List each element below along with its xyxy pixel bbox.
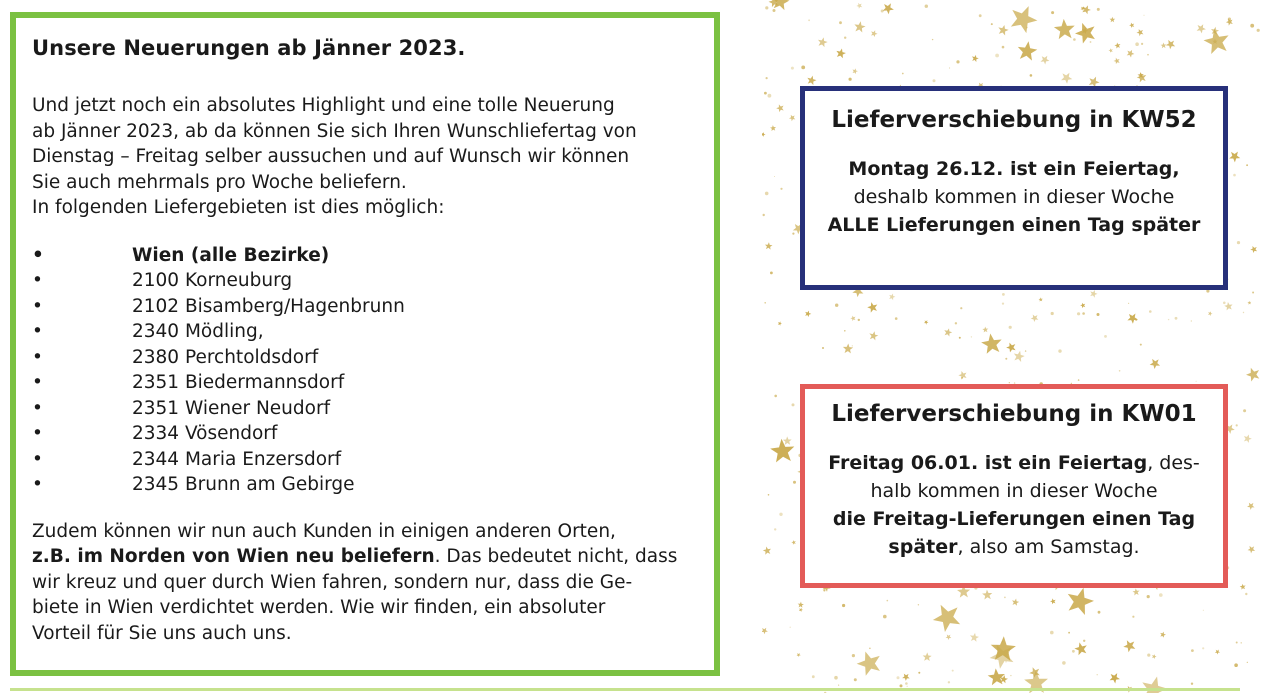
star-icon <box>980 332 1003 354</box>
glitter-dot <box>764 302 766 304</box>
glitter-dot <box>844 37 846 39</box>
glitter-dot <box>1234 663 1238 667</box>
glitter-dot <box>773 9 776 12</box>
star-icon <box>944 633 952 641</box>
glitter-dot <box>1104 335 1107 338</box>
glitter-dot <box>808 19 810 21</box>
glitter-dot <box>854 678 857 681</box>
glitter-dot <box>925 5 928 8</box>
glitter-dot <box>1168 319 1169 320</box>
glitter-dot <box>838 685 839 686</box>
star-icon <box>922 652 931 661</box>
glitter-dot <box>842 604 845 607</box>
star-icon <box>856 2 864 10</box>
star-icon <box>1126 311 1140 325</box>
star-icon <box>1113 57 1121 65</box>
star-icon <box>1039 53 1051 65</box>
glitter-dot <box>1132 616 1134 618</box>
glitter-dot <box>1191 320 1192 321</box>
glitter-dot <box>835 304 838 307</box>
list-item: • 2345 Brunn am Gebirge <box>32 472 698 498</box>
star-icon <box>870 29 879 38</box>
glitter-dot <box>823 589 825 591</box>
glitter-dot <box>1196 381 1197 382</box>
star-icon <box>1073 641 1088 656</box>
notice-kw01-shift: die Freitag-Lieferungen einen Tag <box>832 508 1196 530</box>
outro-line: biete in Wien verdichtet werden. Wie wir finden, ein absoluter <box>32 597 606 618</box>
glitter-dot <box>1002 303 1004 305</box>
glitter-dot <box>956 60 959 63</box>
notice-kw01 <box>800 384 1228 588</box>
star-icon <box>1125 48 1135 58</box>
star-icon <box>1089 289 1099 298</box>
star-background-area <box>762 0 1262 693</box>
notice-kw52-text: deshalb kommen in dieser Woche <box>853 186 1175 208</box>
star-icon <box>1239 583 1246 589</box>
star-icon <box>835 47 847 58</box>
glitter-dot <box>849 78 852 81</box>
star-icon <box>1148 356 1162 370</box>
glitter-dot <box>1002 641 1003 642</box>
star-icon <box>817 36 829 47</box>
glitter-dot <box>1140 344 1142 346</box>
notice-kw01-holiday: Freitag 06.01. ist ein Feiertag <box>828 452 1148 474</box>
star-icon <box>1029 313 1039 323</box>
star-icon <box>1214 648 1221 655</box>
star-icon <box>762 626 769 635</box>
outro-highlight: z.B. im Norden von Wien neu beliefern <box>32 546 435 567</box>
star-icon <box>798 607 803 612</box>
glitter-dot <box>1243 312 1244 313</box>
glitter-dot <box>764 92 767 95</box>
glitter-dot <box>1250 24 1254 28</box>
list-item: • 2340 Mödling, <box>32 319 698 345</box>
bottom-divider <box>10 688 1240 691</box>
glitter-dot <box>1097 674 1098 675</box>
glitter-dot <box>1223 302 1226 305</box>
intro-line: Und jetzt noch ein absolutes Highlight und eine tolle Neuerung <box>32 95 615 116</box>
glitter-dot <box>1175 317 1178 320</box>
glitter-dot <box>1147 54 1149 56</box>
notice-kw01-text: , also am Samstag. <box>957 536 1140 558</box>
list-item: • 2102 Bisamberg/Hagenbrunn <box>32 294 698 320</box>
glitter-dot <box>905 682 908 685</box>
glitter-dot <box>1147 654 1150 657</box>
list-item: • 2334 Vösendorf <box>32 421 698 447</box>
star-icon <box>775 103 785 113</box>
glitter-dot <box>1068 632 1070 634</box>
glitter-dot <box>1202 647 1204 649</box>
star-icon <box>1159 631 1166 638</box>
notice-kw01-body <box>805 449 1223 561</box>
list-item: • 2351 Biedermannsdorf <box>32 370 698 396</box>
glitter-dot <box>1247 662 1248 663</box>
glitter-dot <box>887 600 889 602</box>
glitter-dot <box>1082 312 1085 315</box>
star-icon <box>762 546 772 555</box>
star-icon <box>783 436 792 445</box>
glitter-dot <box>932 39 933 40</box>
glitter-dot <box>1257 29 1260 32</box>
glitter-dot <box>1051 11 1054 14</box>
glitter-dot <box>979 14 982 17</box>
star-icon <box>982 326 988 332</box>
star-icon <box>797 601 804 607</box>
star-icon <box>1108 671 1122 685</box>
star-icon <box>997 24 1010 36</box>
glitter-dot <box>768 494 770 496</box>
glitter-dot <box>792 403 795 406</box>
star-icon <box>1246 544 1256 554</box>
star-icon <box>1247 301 1251 305</box>
list-item: • 2100 Korneuburg <box>32 268 698 294</box>
glitter-dot <box>1119 370 1121 372</box>
star-icon <box>1114 42 1121 49</box>
glitter-dot <box>852 654 855 657</box>
glitter-dot <box>839 21 842 24</box>
glitter-dot <box>763 214 765 216</box>
star-icon <box>1195 22 1207 34</box>
notice-kw52 <box>800 86 1228 290</box>
glitter-dot <box>1135 42 1139 46</box>
glitter-dot <box>881 10 884 13</box>
outro-line: Vorteil für Sie uns auch uns. <box>32 622 292 644</box>
star-icon <box>1006 1 1041 35</box>
star-icon <box>1151 654 1157 660</box>
outro-line: wir kreuz und quer durch Wien fahren, sondern nur, dass die Ge- <box>32 571 633 593</box>
outro-line: Zudem können wir nun auch Kunden in einigen anderen Orten, <box>32 520 616 542</box>
glitter-dot <box>774 528 776 530</box>
star-icon <box>791 539 797 544</box>
star-icon <box>1242 433 1252 443</box>
notice-kw52-title: Lieferverschiebung in KW52 <box>831 107 1197 133</box>
star-icon <box>1227 149 1242 164</box>
notice-kw01-text: halb kommen in dieser Woche <box>870 480 1158 502</box>
star-icon <box>1110 17 1116 22</box>
glitter-dot <box>1144 15 1145 16</box>
glitter-dot <box>1128 303 1129 304</box>
star-icon <box>788 113 796 121</box>
glitter-dot <box>918 672 920 674</box>
star-icon <box>1135 28 1144 37</box>
star-icon <box>1132 588 1140 596</box>
star-icon <box>853 20 866 33</box>
glitter-dot <box>812 675 815 678</box>
star-icon <box>881 0 896 15</box>
star-icon <box>1016 40 1038 61</box>
intro-line: In folgenden Liefergebieten ist dies möglich: <box>32 197 445 218</box>
star-icon <box>1249 245 1258 254</box>
star-icon <box>852 68 859 75</box>
glitter-dot <box>1245 593 1247 595</box>
star-icon <box>762 131 766 137</box>
glitter-dot <box>991 23 993 25</box>
glitter-dot <box>918 604 919 605</box>
star-icon <box>901 672 911 682</box>
glitter-dot <box>1009 326 1012 329</box>
glitter-dot <box>1236 424 1238 426</box>
glitter-dot <box>1004 597 1006 599</box>
glitter-dot <box>1026 27 1028 29</box>
glitter-dot <box>844 330 846 332</box>
star-icon <box>1059 70 1074 85</box>
star-icon <box>843 343 854 353</box>
glitter-dot <box>895 317 898 320</box>
glitter-dot <box>1077 312 1080 315</box>
glitter-dot <box>1097 8 1100 11</box>
glitter-dot <box>900 684 903 687</box>
glitter-dot <box>1062 661 1066 665</box>
glitter-dot <box>1002 293 1005 296</box>
glitter-dot <box>770 272 773 275</box>
list-item: • Wien (alle Bezirke) <box>32 243 698 269</box>
glitter-dot <box>1237 241 1240 244</box>
star-icon <box>770 125 776 131</box>
glitter-dot <box>822 347 824 349</box>
star-icon <box>1049 598 1056 605</box>
star-icon <box>769 438 795 463</box>
star-icon <box>1136 72 1148 83</box>
intro-paragraph <box>32 93 698 221</box>
glitter-dot <box>1090 41 1092 43</box>
glitter-dot <box>1002 46 1005 49</box>
glitter-dot <box>1050 631 1054 635</box>
star-icon <box>982 589 993 599</box>
intro-line: ab Jänner 2023, ab da können Sie sich Ihren Wunschliefertag von <box>32 120 637 142</box>
glitter-dot <box>1097 313 1100 316</box>
glitter-dot <box>852 345 853 346</box>
star-icon <box>777 321 782 326</box>
star-icon <box>1108 48 1113 53</box>
glitter-dot <box>1078 379 1080 381</box>
glitter-dot <box>780 188 782 190</box>
glitter-dot <box>907 686 908 687</box>
star-icon <box>888 293 896 301</box>
glitter-dot <box>1135 319 1137 321</box>
glitter-dot <box>959 337 961 339</box>
star-icon <box>765 242 773 250</box>
star-icon <box>868 330 879 341</box>
star-icon <box>796 652 802 658</box>
star-icon <box>1129 22 1136 28</box>
glitter-dot <box>793 481 796 484</box>
glitter-dot <box>1149 310 1152 313</box>
glitter-dot <box>1005 358 1007 360</box>
star-icon <box>850 315 857 321</box>
glitter-dot <box>955 322 957 324</box>
glitter-dot <box>768 94 772 98</box>
glitter-dot <box>1051 312 1054 315</box>
star-icon <box>943 327 953 337</box>
star-icon <box>866 301 879 313</box>
star-icon <box>987 668 1006 686</box>
glitter-dot <box>1058 349 1061 352</box>
star-icon <box>1164 38 1177 50</box>
star-icon <box>1121 638 1137 654</box>
glitter-dot <box>948 681 950 683</box>
glitter-dot <box>765 6 768 9</box>
glitter-dot <box>883 615 887 619</box>
glitter-dot <box>952 670 954 672</box>
glitter-dot <box>766 77 768 79</box>
glitter-dot <box>765 192 769 196</box>
glitter-dot <box>961 377 963 379</box>
glitter-dot <box>897 676 900 679</box>
glitter-dot <box>1159 593 1163 597</box>
intro-line: Sie auch mehrmals pro Woche beliefern. <box>32 171 407 193</box>
glitter-dot <box>971 336 972 337</box>
glitter-dot <box>801 66 805 70</box>
glitter-dot <box>1005 661 1007 663</box>
glitter-dot <box>1243 409 1246 412</box>
glitter-dot <box>774 395 777 398</box>
notice-kw52-body <box>805 155 1223 239</box>
glitter-dot <box>1241 642 1242 643</box>
star-icon <box>971 54 979 62</box>
star-icon <box>969 632 979 642</box>
glitter-dot <box>1233 174 1236 177</box>
star-icon <box>1080 302 1087 308</box>
glitter-dot <box>858 319 860 321</box>
notice-kw52-holiday: Montag 26.12. ist ein Feiertag, <box>848 158 1180 180</box>
star-icon <box>923 319 929 325</box>
star-icon <box>1246 501 1256 511</box>
intro-line: Dienstag – Freitag selber aussuchen und auf Wunsch wir können <box>32 146 630 167</box>
glitter-dot <box>933 79 936 82</box>
glitter-dot <box>1203 610 1204 611</box>
list-item: • 2380 Perchtoldsdorf <box>32 345 698 371</box>
star-icon <box>804 310 812 318</box>
star-icon <box>1207 310 1213 316</box>
glitter-dot <box>790 627 791 628</box>
list-item: • 2351 Wiener Neudorf <box>32 396 698 422</box>
glitter-dot <box>1073 38 1076 41</box>
glitter-dot <box>792 233 794 235</box>
star-icon <box>854 648 885 678</box>
delivery-area-list <box>32 243 698 498</box>
glitter-dot <box>1025 350 1026 351</box>
glitter-dot <box>960 307 962 309</box>
glitter-dot <box>1010 675 1011 676</box>
glitter-dot <box>1191 649 1194 652</box>
glitter-dot <box>1072 650 1075 653</box>
notice-kw52-shift: ALLE Lieferungen einen Tag später <box>827 214 1201 236</box>
star-icon <box>1038 297 1043 301</box>
neuerungen-panel <box>10 12 720 676</box>
glitter-dot <box>834 676 838 680</box>
glitter-dot <box>869 648 871 650</box>
glitter-dot <box>1083 640 1085 642</box>
glitter-dot <box>779 513 782 516</box>
panel-title: Unsere Neuerungen ab Jänner 2023. <box>32 36 466 60</box>
star-icon <box>1244 365 1261 382</box>
star-icon <box>1012 350 1025 363</box>
star-icon <box>1011 598 1020 606</box>
star-icon <box>1005 341 1017 353</box>
star-icon <box>1160 42 1166 48</box>
notice-kw01-title: Lieferverschiebung in KW01 <box>831 401 1197 427</box>
outro-paragraph <box>32 519 698 647</box>
glitter-dot <box>1191 683 1193 685</box>
list-item: • 2344 Maria Enzersdorf <box>32 447 698 473</box>
glitter-dot <box>774 176 775 177</box>
glitter-dot <box>1141 43 1143 45</box>
glitter-dot <box>902 73 904 75</box>
glitter-dot <box>1030 74 1033 77</box>
glitter-dot <box>1246 164 1248 166</box>
glitter-dot <box>1252 292 1254 294</box>
star-icon <box>1053 18 1075 39</box>
outro-line: . Das bedeutet nicht, dass <box>434 546 678 567</box>
glitter-dot <box>949 68 950 69</box>
glitter-dot <box>1236 642 1238 644</box>
star-icon <box>928 598 965 634</box>
glitter-dot <box>791 67 794 70</box>
glitter-dot <box>1228 18 1231 21</box>
glitter-dot <box>1098 611 1101 614</box>
notice-kw01-text: , des- <box>1147 452 1200 474</box>
star-icon <box>1064 584 1097 616</box>
star-icon <box>957 370 968 380</box>
notice-kw01-later: später <box>888 536 958 558</box>
star-icon <box>806 75 817 86</box>
glitter-dot <box>995 54 999 58</box>
glitter-dot <box>1147 595 1150 598</box>
